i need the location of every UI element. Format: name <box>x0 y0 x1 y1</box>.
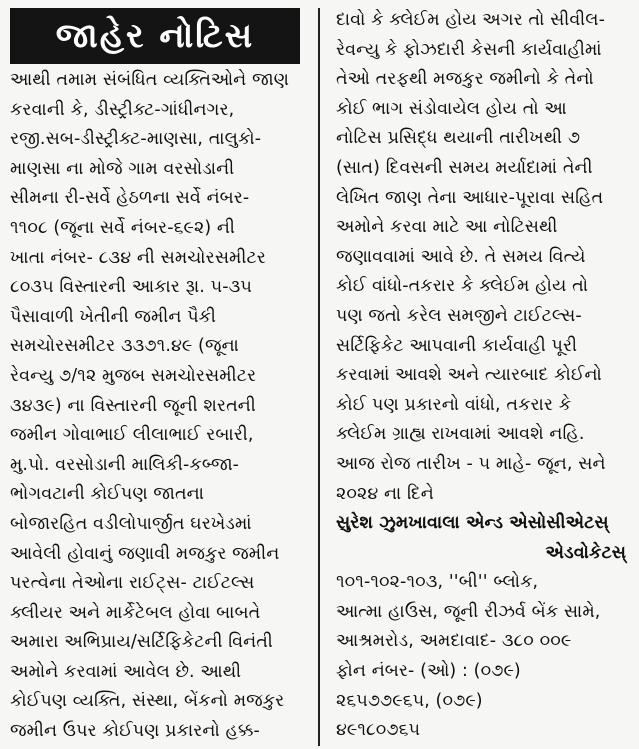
notice-title: જાહેર નોટિસ <box>10 8 300 64</box>
notice-text-line: (સાત) દિવસની સમય મર્યાદામાં તેની <box>336 157 593 178</box>
notice-text-line: કોઈપણ વ્યક્તિ, સંસ્થા, બેંકનો મજકુર <box>10 691 285 712</box>
column-divider <box>318 8 320 746</box>
notice-text-line: આવેલી હોવાનું જણાવી મજકુર જમીન <box>10 543 280 564</box>
firm-title: એડવોકેટસ્ <box>545 542 626 563</box>
notice-text-line: કોઈ ભાગ સંડોવાયેલ હોય તો આ <box>336 98 567 119</box>
notice-text-line: રેવન્યુ કે ફોઝદારી કેસની કાર્યવાહીમાં <box>336 39 602 60</box>
notice-text-line: દાવો કે ક્લેઈમ હોય અગર તો સીવીલ- <box>336 10 606 30</box>
notice-text-line: સર્ટિફિકેટ આપવાની કાર્યવાહી પૂરી <box>336 335 578 356</box>
notice-right-column <box>336 6 632 746</box>
notice-text-line: ખાતા નંબર- ૮૩૪ ની સમચોરસમીટર <box>10 247 266 268</box>
notice-text-line: નોટિસ પ્રસિદ્ધ થયાની તારીખથી ૭ <box>336 128 581 149</box>
notice-text-line: અમોને કરવા માટે આ નોટિસથી <box>336 217 558 238</box>
notice-text-line: આથી તમામ સંબંધિત વ્યક્તિઓને જાણ <box>10 70 289 90</box>
notice-text-line: રજી.સબ-ડીસ્ટ્રીક્ટ-માણસા, તાલુકો- <box>10 129 262 150</box>
notice-text-line: જમીન ઉપર કોઈપણ પ્રકારનો હક્ક- <box>10 721 260 742</box>
notice-text-line: ૮૦૩૫ વિસ્તારની આકાર રૂા. ૫-૩૫ <box>10 277 252 298</box>
notice-text-line: ૨૦૨૪ ના દિને <box>336 483 434 504</box>
notice-text-line: ૧૧૦૮ (જૂના સર્વે નંબર-૬૯૨) ની <box>10 217 236 238</box>
notice-text-line: બોજારહિત વડીલોપાર્જીત ઘરખેડમાં <box>10 513 252 534</box>
notice-text-line: કરવાની કે, ડીસ્ટ્રીક્ટ-ગાંધીનગર, <box>10 99 235 120</box>
firm-address <box>336 568 632 746</box>
notice-text-line: કોઈ વાંધો-તકરાર કે ક્લેઈમ હોય તો <box>336 276 589 297</box>
address-line: ૨૬૫૭૭૯૬૫, (૦૭૯) <box>336 690 483 711</box>
notice-text-line: તેઓ તરફથી મજકુર જમીનો કે તેનો <box>336 69 594 90</box>
notice-text-line: સીમના રી-સર્વે હેઠળના સર્વે નંબર- <box>10 188 250 209</box>
notice-text-line: સમચોરસમીટર ૩૩૭૧.૪૯ (જૂના <box>10 336 239 357</box>
notice-text-line: પરત્વેના તેઓના રાઈટ્સ- ટાઈટલ્સ <box>10 573 255 594</box>
notice-text-line: લેખિત જાણ તેના આધાર-પૂરાવા સહિત <box>336 187 604 208</box>
notice-text-line: કોઈ પણ પ્રકારનો વાંધો, તકરાર કે <box>336 394 572 415</box>
notice-text-line: ભોગવટાની કોઈપણ જાતના <box>10 484 205 505</box>
address-line: ૪૯૧૮૦૭૬૫ <box>336 720 421 741</box>
notice-text-line: કરવામાં આવશે અને ત્યારબાદ કોઈનો <box>336 365 602 386</box>
notice-text-line: અમોને કરવામાં આવેલ છે. આથી <box>10 661 242 682</box>
notice-text-line: માણસા ના મોજે ગામ વરસોડાની <box>10 158 235 179</box>
firm-name: સુરેશ ઝુમખાવાલા એન્ડ એસોસીએટસ્ <box>336 513 609 534</box>
notice-text-line: ક્લેઈમ ગ્રાહ્ય રાખવામાં આવશે નહિ. <box>336 424 585 445</box>
address-line: આશ્રમરોડ, અમદાવાદ- ૩૮૦ ૦૦૯ <box>336 631 572 652</box>
notice-text-line: અમારા અભિપ્રાય/સર્ટિફિકેટની વિનંતી <box>10 632 273 653</box>
notice-text-line: પણ જતો કરેલ સમજીને ટાઈટલ્સ- <box>336 305 582 326</box>
notice-text-line: રેવન્યુ ૭/૧૨ મુજબ સમચોરસમીટર <box>10 365 257 386</box>
notice-left-column <box>10 66 310 747</box>
notice-text-line: જમીન ગોવાભાઈ લીલાભાઈ રબારી, <box>10 425 254 446</box>
notice-text-line: પૈસાવાળી ખેતીની જમીન પૈકી <box>10 306 217 327</box>
notice-text-line: જણાવવામાં આવે છે. તે સમય વિત્યે <box>336 246 586 267</box>
notice-text-line: આજ રોજ તારીખ - ૫ માહે- જૂન, સને <box>336 453 606 474</box>
address-line: આત્મા હાઉસ, જૂની રીઝર્વ બેંક સામે, <box>336 601 601 622</box>
notice-text-line: ૩૪૩૯) ના વિસ્તારની જૂની શરતની <box>10 395 256 416</box>
address-line: ફોન નંબર- (ઓ) : (૦૭૯) <box>336 661 521 682</box>
notice-text-line: મુ.પો. વરસોડાની માલિકી-કબ્જા- <box>10 454 240 475</box>
address-line: ૧૦૧-૧૦૨-૧૦૩, ''બી'' બ્લોક, <box>336 572 539 593</box>
notice-text-line: ક્લીયર અને માર્કેટેબલ હોવા બાબતે <box>10 602 261 623</box>
notice-right-body <box>336 6 632 509</box>
